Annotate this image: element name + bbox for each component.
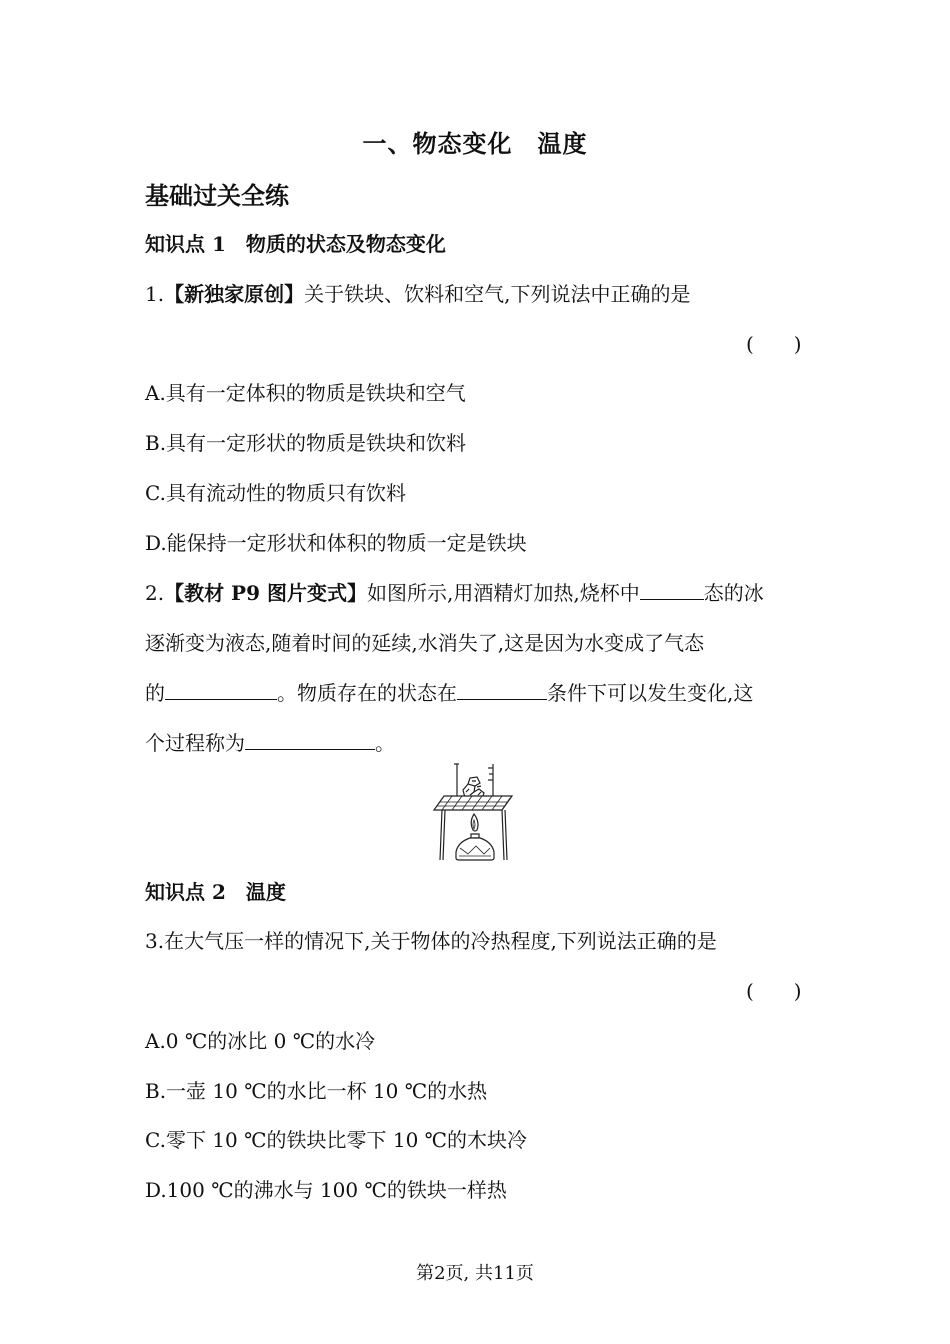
question-2-text-g: 。 [375, 731, 395, 755]
page-title: 一、物态变化 温度 [362, 129, 588, 158]
question-3-option-c: C.零下 10 ℃的铁块比零下 10 ℃的木块冷 [145, 1128, 528, 1152]
question-1-number: 1. [145, 282, 165, 306]
question-2-text-d: 。物质存在的状态在 [277, 681, 457, 705]
question-2-text-a: 如图所示,用酒精灯加热,烧杯中 [366, 581, 640, 605]
question-1-text: 关于铁块、饮料和空气,下列说法中正确的是 [304, 282, 691, 306]
question-2-text-c: 的 [145, 681, 165, 705]
question-3-stem: 3.在大气压一样的情况下,关于物体的冷热程度,下列说法正确的是 [145, 929, 717, 953]
question-2-text-b: 态的冰 [703, 581, 764, 605]
section-heading: 基础过关全练 [145, 181, 289, 210]
alcohol-lamp-beaker-figure [432, 762, 518, 862]
question-2-line-4 [145, 727, 395, 756]
question-2-number: 2. [145, 581, 165, 605]
question-2-text-f: 个过程称为 [145, 731, 245, 755]
knowledge-point-2-heading: 知识点 2 温度 [145, 880, 286, 904]
question-2-tag: 【教材 P9 图片变式】 [164, 581, 367, 605]
question-3-answer-paren: ( ) [746, 979, 802, 1003]
question-2-line-2: 逐渐变为液态,随着时间的延续,水消失了,这是因为水变成了气态 [145, 631, 705, 655]
question-1-option-d: D.能保持一定形状和体积的物质一定是铁块 [145, 531, 527, 555]
question-1-answer-paren: ( ) [746, 332, 802, 356]
question-1-option-a: A.具有一定体积的物质是铁块和空气 [145, 381, 466, 405]
question-2-line-1 [145, 577, 764, 606]
answer-blank-4[interactable] [245, 731, 375, 750]
answer-blank-1[interactable] [640, 581, 704, 600]
page-footer: 第2页, 共11页 [416, 1263, 534, 1284]
question-1-tag: 【新独家原创】 [164, 282, 305, 306]
question-2-line-3 [145, 677, 753, 706]
question-3-option-a: A.0 ℃的冰比 0 ℃的水冷 [145, 1029, 376, 1053]
question-1-stem [145, 278, 690, 307]
question-3-option-b: B.一壶 10 ℃的水比一杯 10 ℃的水热 [145, 1079, 488, 1103]
question-1-option-b: B.具有一定形状的物质是铁块和饮料 [145, 431, 467, 455]
question-3-option-d: D.100 ℃的沸水与 100 ℃的铁块一样热 [145, 1178, 507, 1202]
question-1-option-c: C.具有流动性的物质只有饮料 [145, 481, 406, 505]
question-2-text-e: 条件下可以发生变化,这 [547, 681, 754, 705]
answer-blank-3[interactable] [457, 681, 547, 700]
knowledge-point-1-heading: 知识点 1 物质的状态及物态变化 [145, 232, 446, 256]
answer-blank-2[interactable] [165, 681, 277, 700]
